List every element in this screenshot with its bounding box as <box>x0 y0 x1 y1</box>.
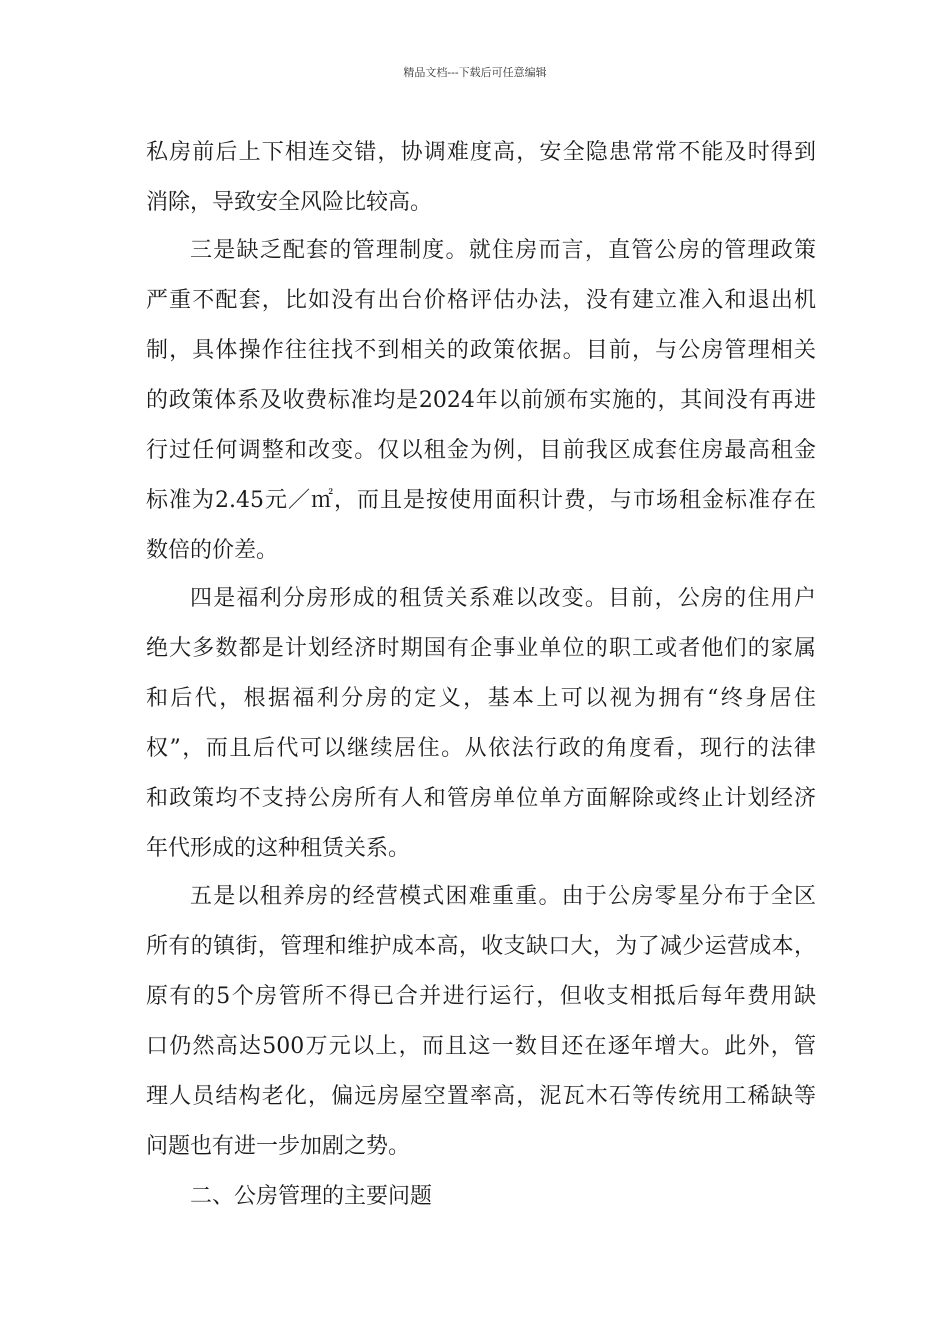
paragraph-start-line: 五是以租养房的经营模式困难重重。由于公房零星分布于全区 <box>190 884 816 909</box>
text-line: 绝大多数都是计划经济时期国有企事业单位的职工或者他们的家属 <box>146 636 816 661</box>
text-line: 权”，而且后代可以继续居住。从依法行政的角度看，现行的法律 <box>146 736 816 761</box>
text-line: 所有的镇街，管理和维护成本高，收支缺口大，为了减少运营成本， <box>146 934 816 959</box>
paragraph-start-line: 三是缺乏配套的管理制度。就住房而言，直管公房的管理政策 <box>190 238 816 263</box>
text-line: 数倍的价差。 <box>146 538 279 563</box>
text-line: 消除，导致安全风险比较高。 <box>146 190 433 215</box>
text-line: 原有的5个房管所不得已合并进行运行，但收支相抵后每年费用缺 <box>146 984 816 1009</box>
text-line: 严重不配套，比如没有出台价格评估办法，没有建立准入和退出机 <box>146 288 816 313</box>
text-line: 年代形成的这种租赁关系。 <box>146 836 411 861</box>
text-line: 口仍然高达500万元以上，而且这一数目还在逐年增大。此外，管 <box>146 1034 816 1059</box>
section-heading: 二、公房管理的主要问题 <box>190 1184 433 1209</box>
text-line: 问题也有进一步加剧之势。 <box>146 1134 411 1159</box>
page-header: 精品文档---下载后可任意编辑 <box>403 66 547 79</box>
text-line: 标准为2.45元／㎡，而且是按使用面积计费，与市场租金标准存在 <box>146 488 816 513</box>
text-line: 制，具体操作往往找不到相关的政策依据。目前，与公房管理相关 <box>146 338 816 363</box>
text-line: 理人员结构老化，偏远房屋空置率高，泥瓦木石等传统用工稀缺等 <box>146 1084 816 1109</box>
paragraph-start-line: 四是福利分房形成的租赁关系难以改变。目前，公房的住用户 <box>190 586 816 611</box>
text-line: 和后代，根据福利分房的定义，基本上可以视为拥有“终身居住 <box>146 686 816 711</box>
text-line: 的政策体系及收费标准均是2024年以前颁布实施的，其间没有再进 <box>146 388 816 413</box>
text-line: 私房前后上下相连交错，协调难度高，安全隐患常常不能及时得到 <box>146 140 816 165</box>
text-line: 行过任何调整和改变。仅以租金为例，目前我区成套住房最高租金 <box>146 438 816 463</box>
text-line: 和政策均不支持公房所有人和管房单位单方面解除或终止计划经济 <box>146 786 816 811</box>
